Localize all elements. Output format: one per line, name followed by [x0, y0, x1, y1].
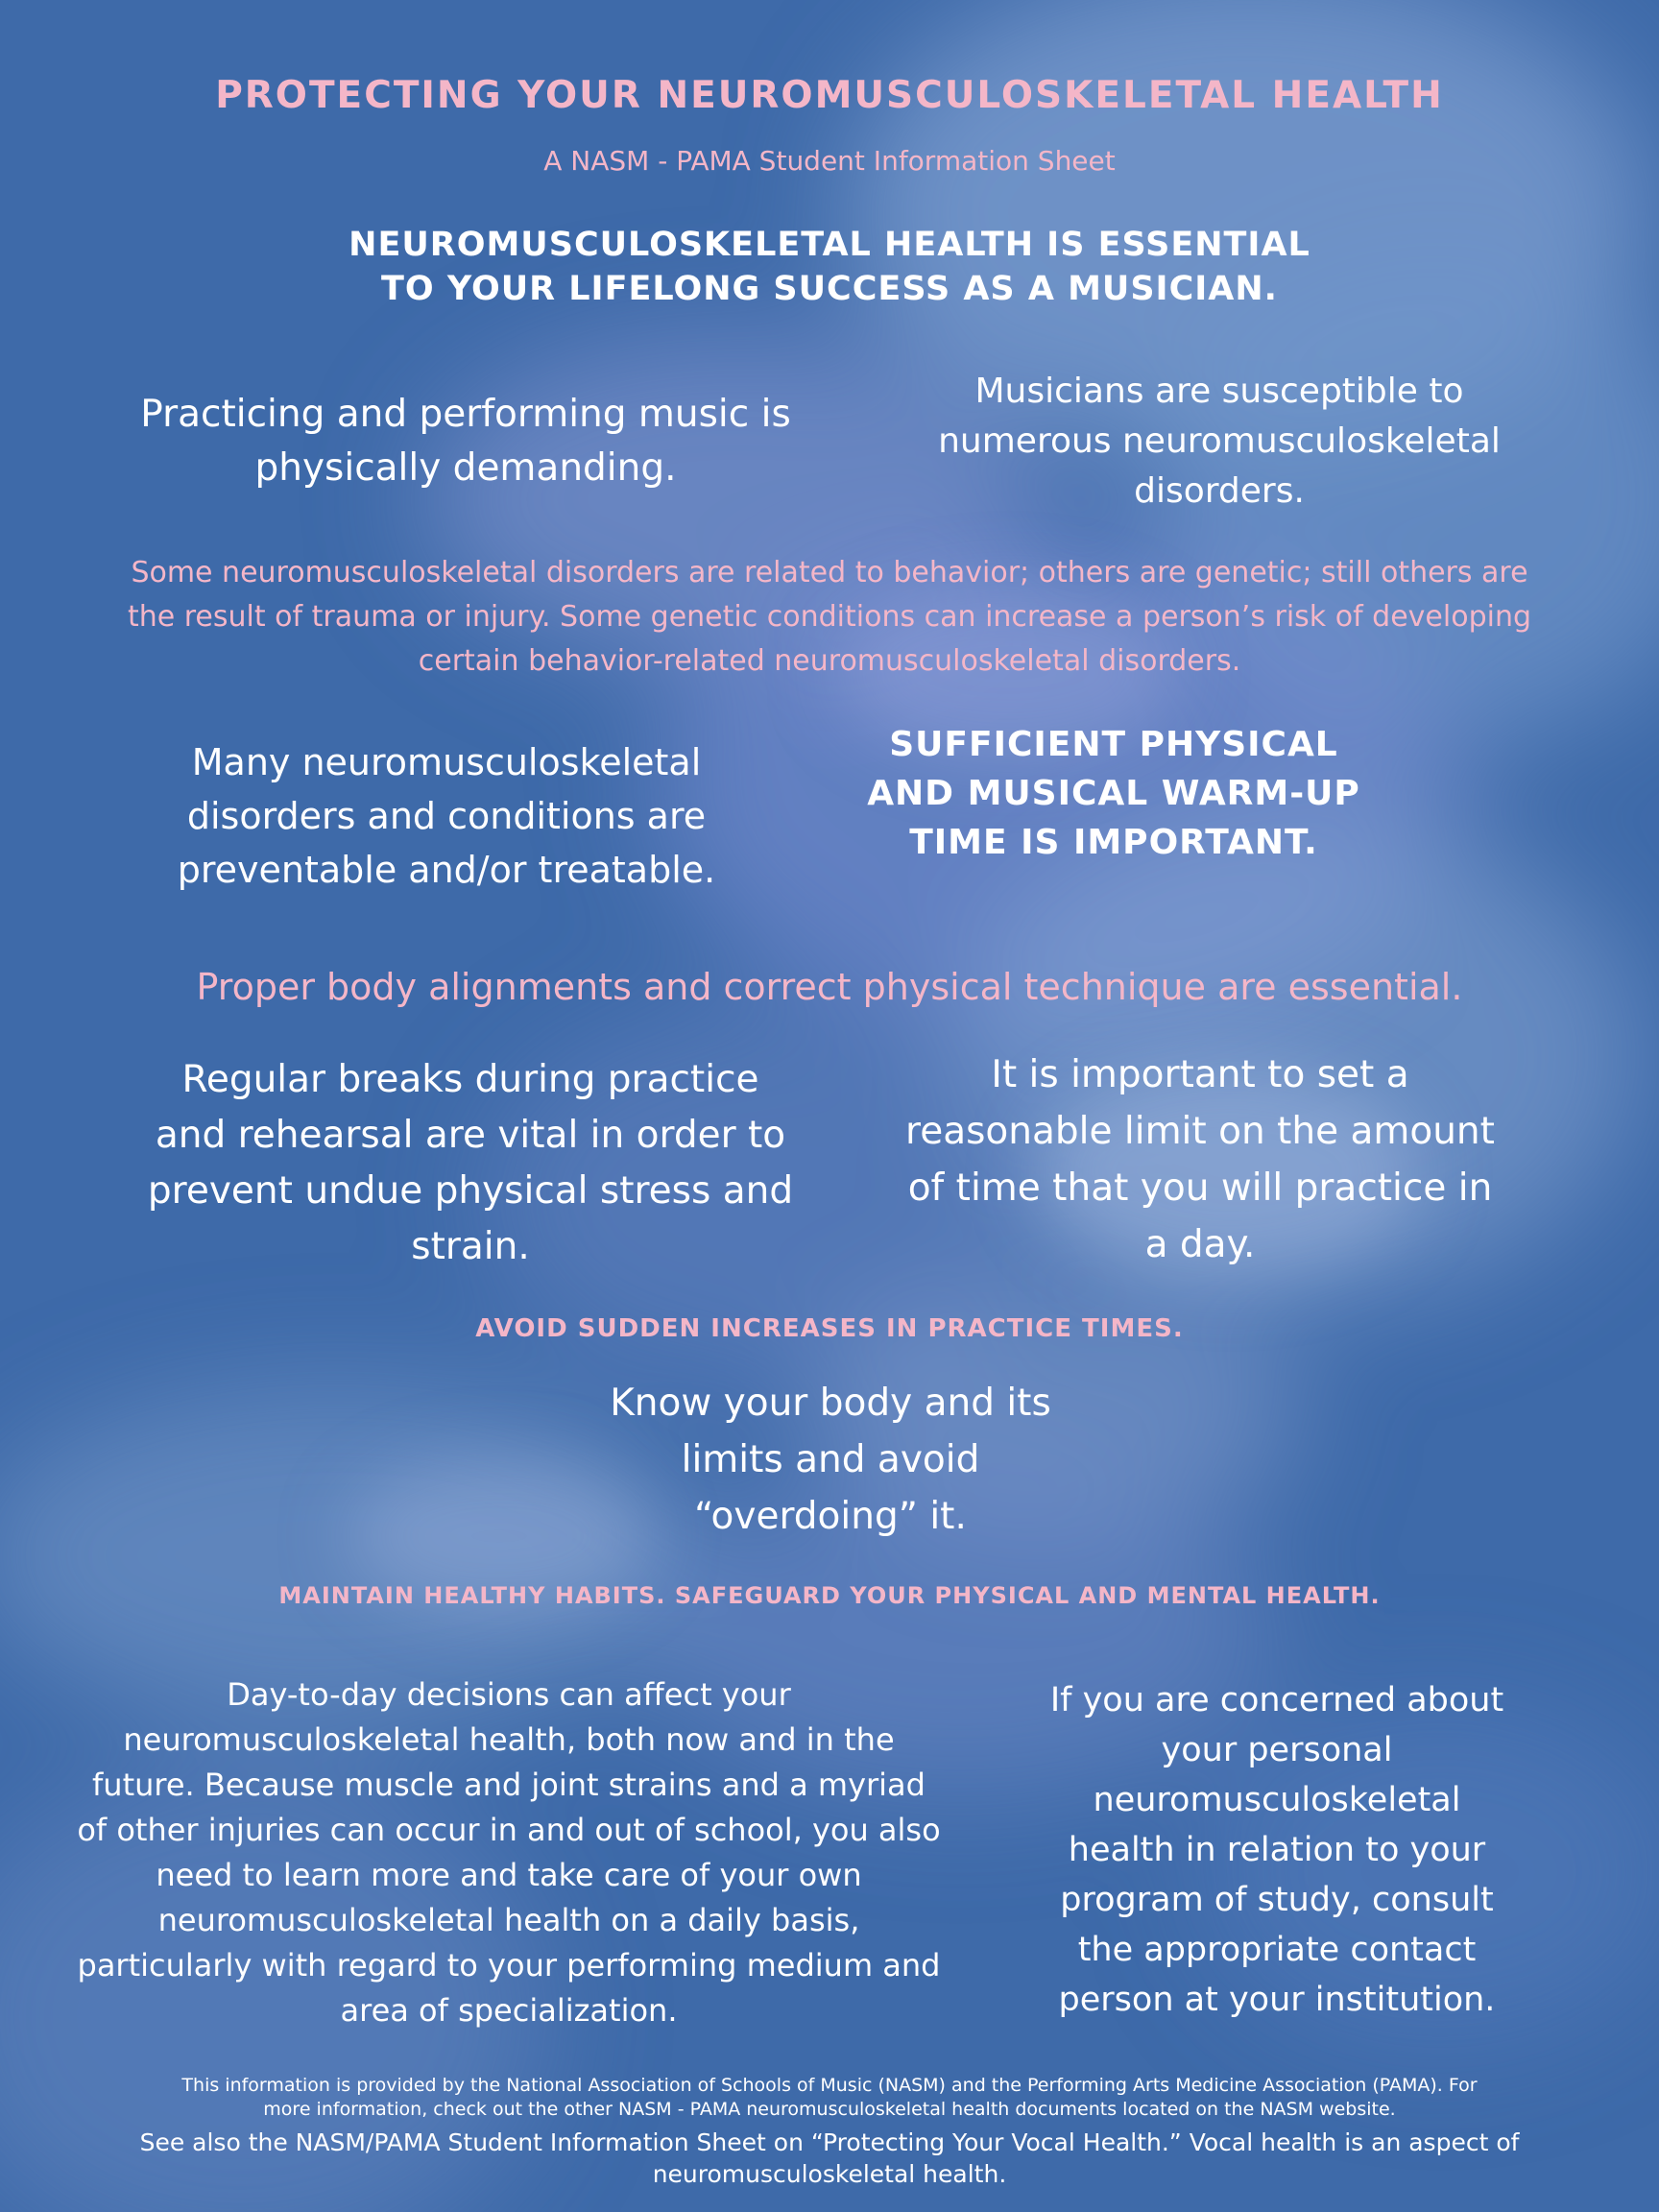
habits-text: MAINTAIN HEALTHY HABITS. SAFEGUARD YOUR PHYSICAL AND MENTAL HEALTH.	[278, 1582, 1381, 1609]
headline-line-2: TO YOUR LIFELONG SUCCESS AS A MUSICIAN.	[381, 270, 1278, 308]
footer-see-also: See also the NASM/PAMA Student Information Sheet on “Protecting Your Vocal Health.” Vocal health is an aspect of neuromusculoskeletal health.	[139, 2128, 1520, 2188]
headline	[0, 223, 1659, 311]
page-title: PROTECTING YOUR NEUROMUSCULOSKELETAL HEALTH	[215, 74, 1444, 117]
page-subtitle: A NASM - PAMA Student Information Sheet	[543, 145, 1116, 177]
preventable-text: Many neuromusculoskeletal disorders and conditions are preventable and/or treatable.	[177, 741, 716, 891]
concerned-text: If you are concerned about your personal neuromusculoskeletal health in relation to your program of study, consult the appropriate contact person at your institution.	[1049, 1681, 1504, 2019]
demanding-text: Practicing and performing music is physically demanding.	[140, 393, 791, 490]
warmup-text: SUFFICIENT PHYSICAL AND MUSICAL WARM-UP TIME IS IMPORTANT.	[867, 725, 1360, 862]
alignment-text: Proper body alignments and correct physical technique are essential.	[196, 966, 1463, 1008]
limit-text: It is important to set a reasonable limit on the amount of time that you will practice in a day.	[905, 1053, 1495, 1266]
decisions-text: Day-to-day decisions can affect your neuromusculoskeletal health, both now and in the future. Because muscle and joint strains and a myriad of other injuries can occur in and out of school, you also need to learn more and take care of your own neuromusculoskeletal health on a daily basis, particularly with regard to your performing medium and area of specialization.	[77, 1676, 941, 2029]
breaks-text: Regular breaks during practice and rehearsal are vital in order to prevent undue physical stress and strain.	[147, 1058, 794, 1268]
headline-line-1: NEUROMUSCULOSKELETAL HEALTH IS ESSENTIAL	[349, 226, 1310, 264]
disorders-note: Some neuromusculoskeletal disorders are related to behavior; others are genetic; still others are the result of trauma or injury. Some genetic conditions can increase a person’s risk of developing certain behavior-related neuromusculoskeletal disorders.	[127, 556, 1532, 678]
footer-info: This information is provided by the National Association of Schools of Music (NASM) and the Performing Arts Medicine Association (PAMA). For more information, check out the other NASM - PAMA neuromusculoskeletal health documents located on the NASM website.	[181, 2075, 1478, 2120]
susceptible-text: Musicians are susceptible to numerous neuromusculoskeletal disorders.	[938, 372, 1501, 511]
avoid-increases-text: AVOID SUDDEN INCREASES IN PRACTICE TIMES.	[475, 1314, 1184, 1343]
know-body-text: Know your body and its limits and avoid “overdoing” it.	[610, 1382, 1051, 1538]
